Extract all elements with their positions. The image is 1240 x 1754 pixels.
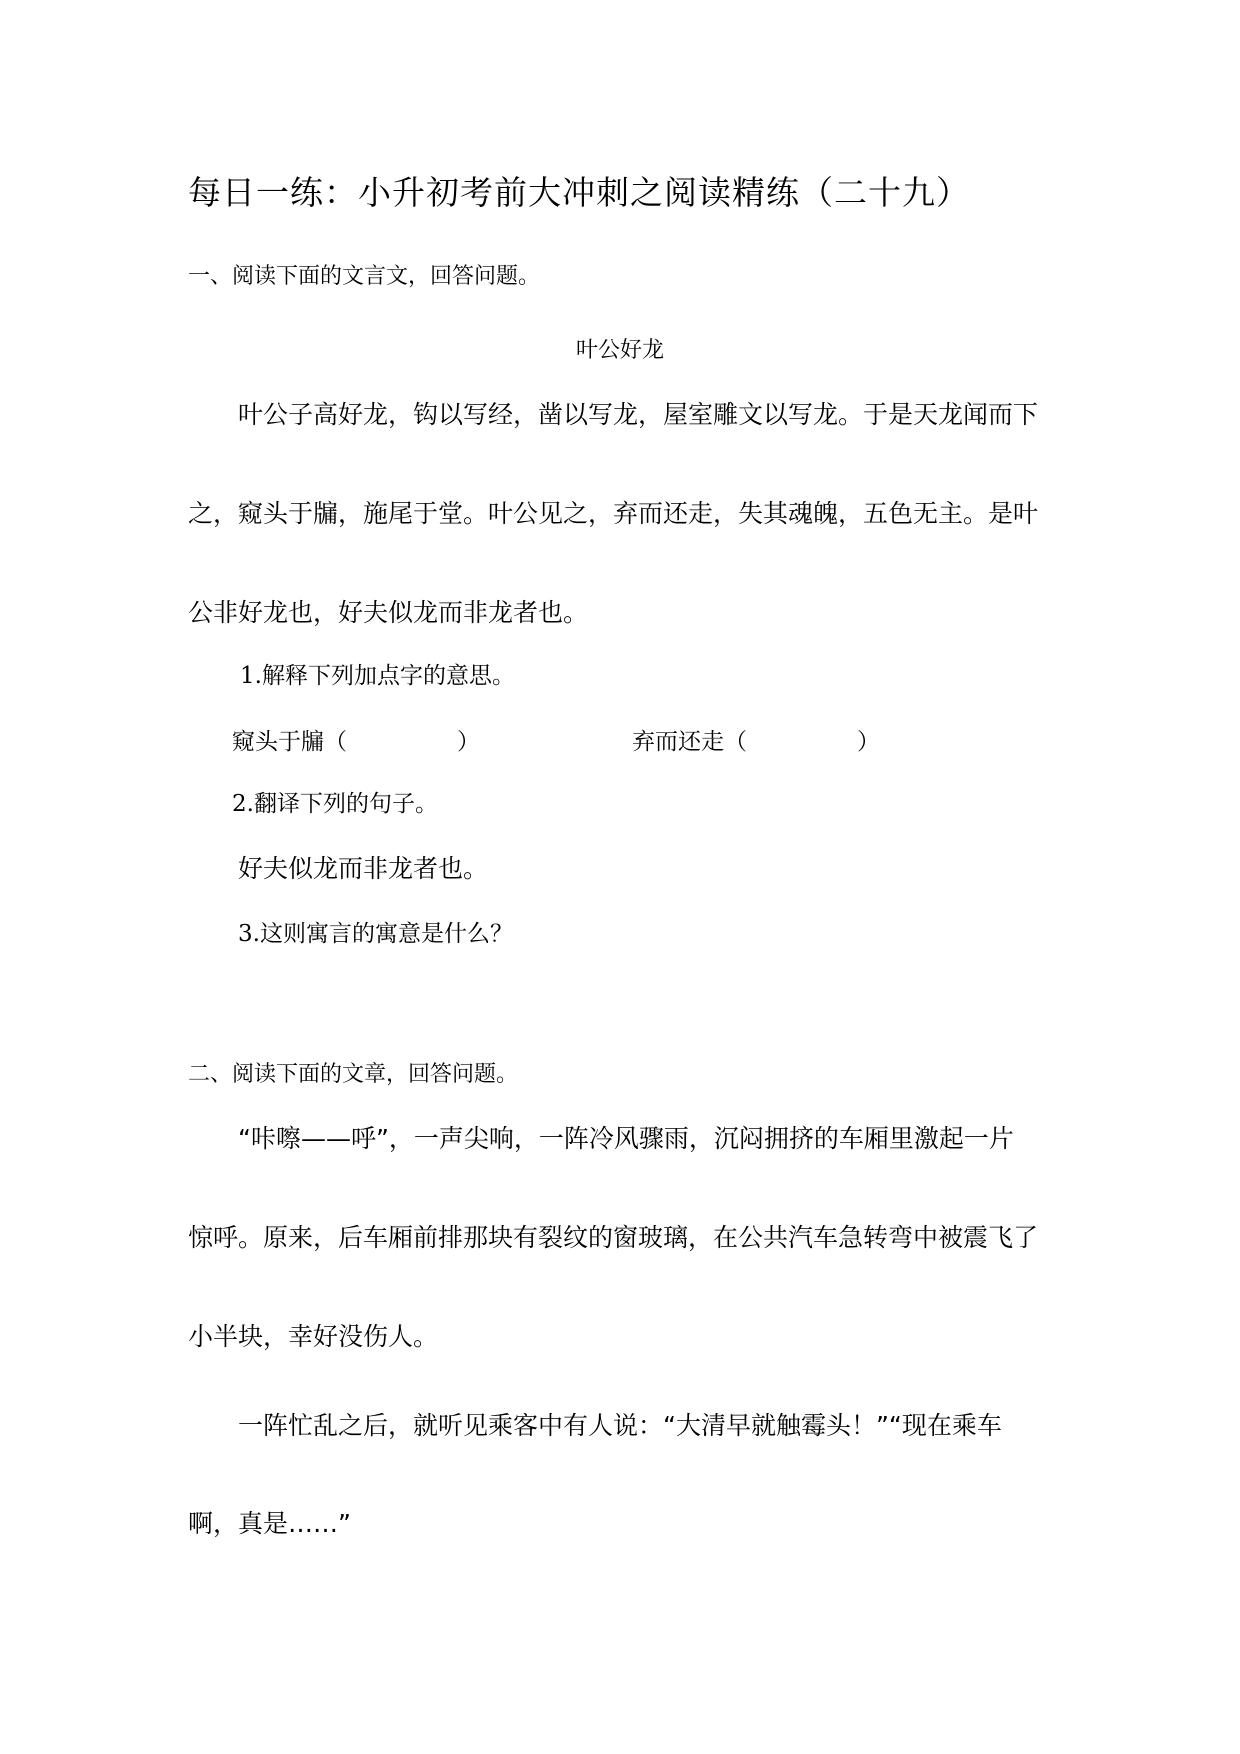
section2-heading: 二、阅读下面的文章，回答问题。: [188, 1062, 519, 1087]
passage-line: 一阵忙乱之后，就听见乘客中有人说：“大清早就触霉头！”“现在乘车: [238, 1411, 1002, 1440]
page-title: 每日一练：小升初考前大冲刺之阅读精练（二十九）: [188, 173, 970, 212]
q1-item-a-close: ）: [457, 729, 480, 755]
q1-item-a-text: 窥头于牖（: [232, 729, 347, 755]
q1-item-b-close: ）: [857, 729, 880, 755]
passage-line: 叶公子高好龙，钩以写经，凿以写龙，屋室雕文以写龙。于是天龙闻而下: [238, 400, 1039, 429]
passage-line: 啊，真是……”: [188, 1509, 351, 1538]
question-2: 2.翻译下列的句子。: [232, 791, 438, 817]
q1-item-b: [632, 726, 880, 758]
passage-line: 惊呼。原来，后车厢前排那块有裂纹的窗玻璃，在公共汽车急转弯中被震飞了: [188, 1223, 1039, 1252]
passage-line: 公非好龙也，好夫似龙而非龙者也。: [188, 598, 589, 627]
passage-line: 小半块，幸好没伤人。: [188, 1322, 439, 1351]
question-1: 1.解释下列加点字的意思。: [240, 663, 515, 689]
q1-item-b-text: 弃而还走（: [632, 729, 747, 755]
question-3: 3.这则寓言的寓意是什么？: [238, 921, 513, 947]
section1-heading: 一、阅读下面的文言文，回答问题。: [188, 264, 541, 289]
passage-line: “咔嚓——呼”，一声尖响，一阵冷风骤雨，沉闷拥挤的车厢里激起一片: [238, 1124, 1014, 1153]
q2-sentence: 好夫似龙而非龙者也。: [238, 854, 489, 883]
passage-line: 之，窥头于牖，施尾于堂。叶公见之，弃而还走，失其魂魄，五色无主。是叶: [188, 499, 1039, 528]
passage-title: 叶公好龙: [575, 338, 664, 363]
q1-item-a: [232, 726, 480, 758]
